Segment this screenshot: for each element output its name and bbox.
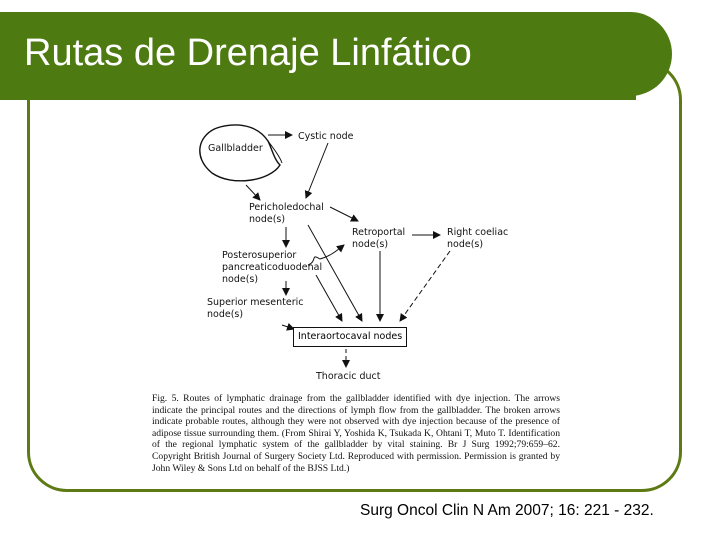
figure-caption: Fig. 5. Routes of lymphatic drainage from the gallbladder identified with dye injection. The arrows indicate the principal routes and the directions of lymph flow from the gallbladder. The broken arrows indicate probable routes, although they were not observed with dye injection because of the presence of adipose tissue surrounding them. (From Shirai Y, Yoshida K, Tsukada K, Ohtani T, Muto T. Identification of the regional lymphatic system of the gallbladder by vital staining. Br J Surg 1992;79:659–62. Copyright British Journal of Surgery Society Ltd. Reproduced with permission. Permission is granted by John Wiley & Sons Ltd on behalf of the BJSS Ltd.) — [152, 393, 560, 474]
title-underline — [0, 94, 636, 100]
arrow-pericholedochal-retroportal — [330, 207, 358, 221]
arrow-cystic-pericholedochal — [306, 143, 328, 198]
node-gallbladder: Gallbladder — [208, 143, 263, 154]
lymphatic-drainage-diagram — [150, 115, 570, 390]
node-thoracic-duct: Thoracic duct — [316, 371, 381, 382]
node-cystic: Cystic node — [298, 131, 354, 142]
node-interaortocaval: Interaortocaval nodes — [293, 327, 407, 347]
node-posterosuperior: Posterosuperior pancreaticoduodenal node(s) — [222, 250, 323, 285]
dashed-arrow-rightcoeliac-interaortocaval — [400, 251, 450, 321]
node-right-coeliac: Right coeliac node(s) — [447, 227, 509, 250]
gallbladder-neck — [268, 141, 282, 163]
slide-title: Rutas de Drenaje Linfático — [24, 32, 472, 74]
arrow-gallbladder-pericholedochal — [246, 185, 260, 200]
node-superior-mesenteric: Superior mesenteric node(s) — [207, 297, 304, 320]
node-retroportal: Retroportal node(s) — [352, 227, 406, 250]
source-citation: Surg Oncol Clin N Am 2007; 16: 221 - 232. — [360, 502, 654, 519]
diagram-arrows — [150, 115, 570, 390]
node-pericholedochal: Pericholedochal node(s) — [249, 202, 324, 225]
